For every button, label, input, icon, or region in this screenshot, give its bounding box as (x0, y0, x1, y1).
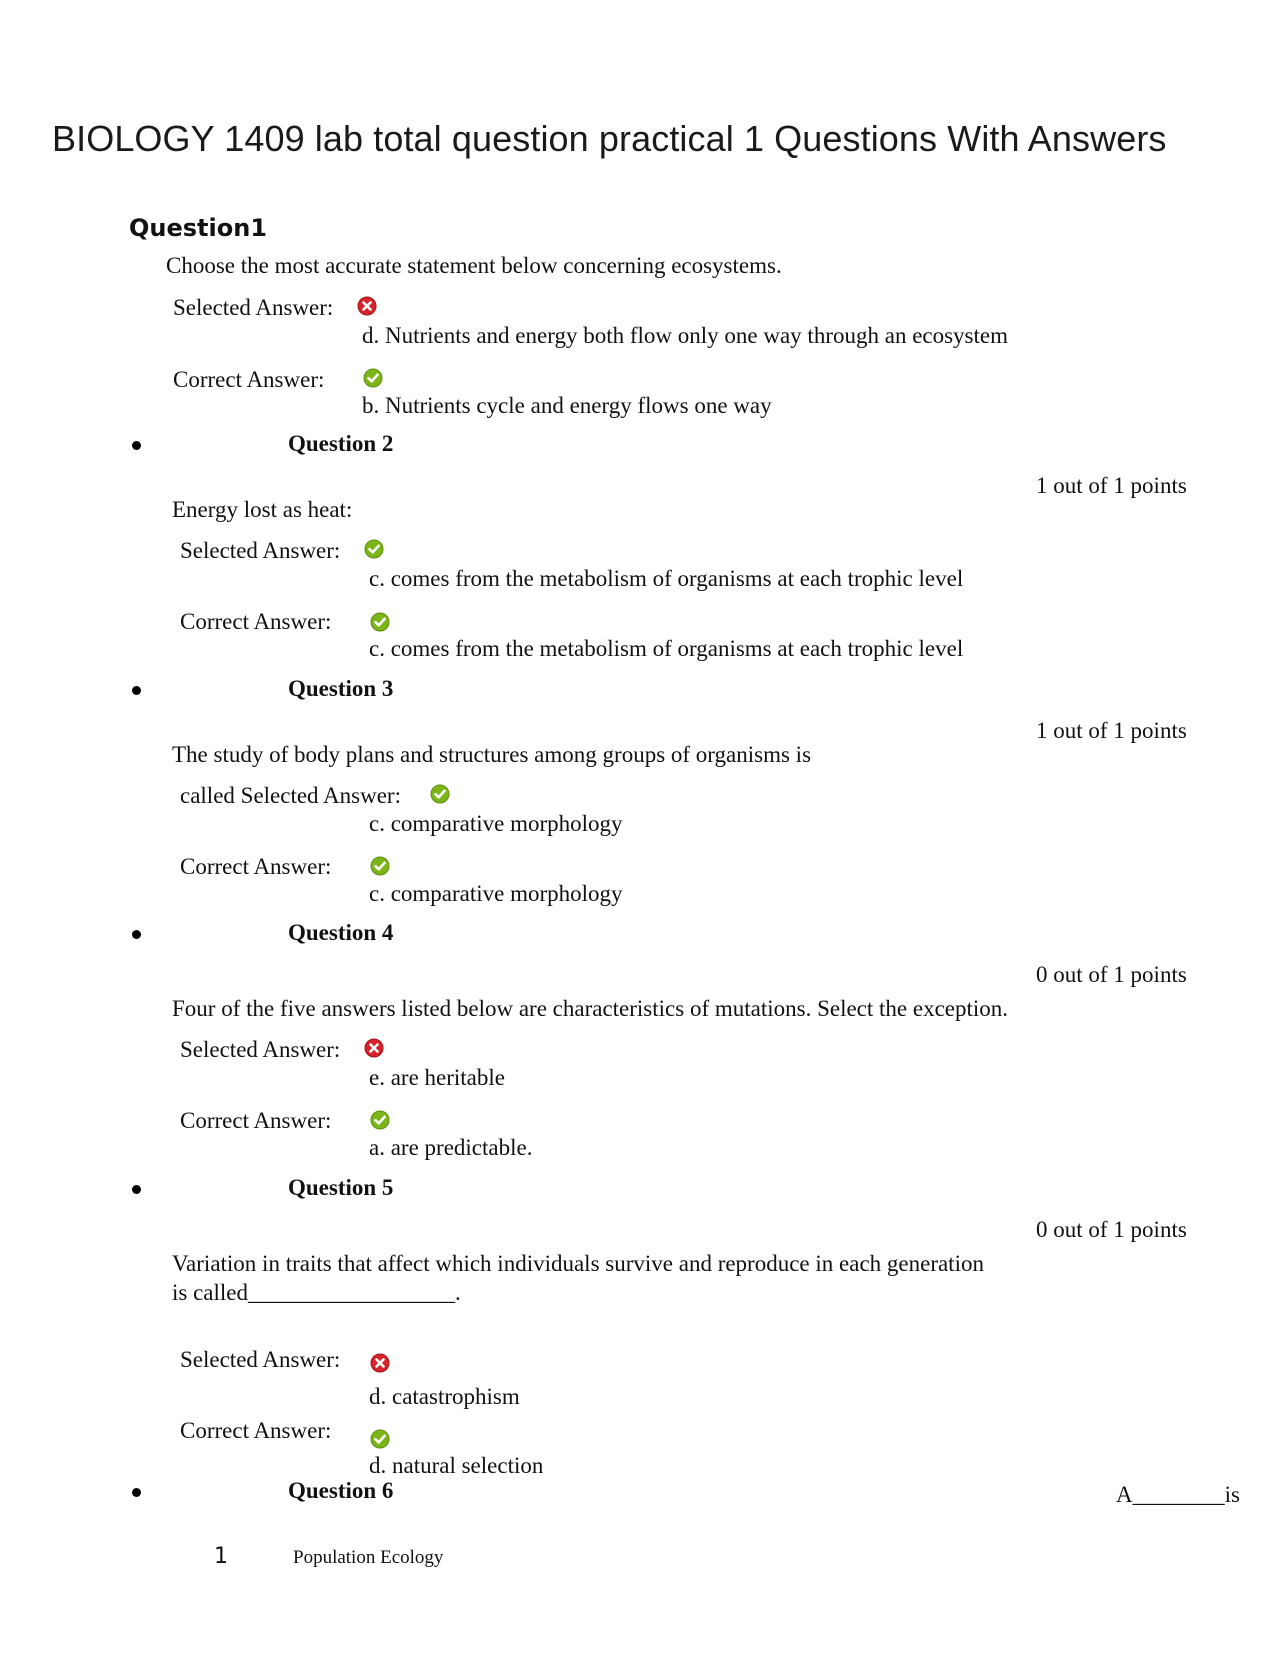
question-2-prompt: Energy lost as heat: (172, 497, 353, 522)
question-4-bullet (132, 930, 141, 939)
question-3-correct-label: Correct Answer: (180, 854, 332, 879)
correct-icon (370, 856, 390, 876)
correct-icon (364, 539, 384, 559)
question-6-bullet (132, 1488, 141, 1497)
correct-icon (370, 1110, 390, 1130)
question-4-prompt: Four of the five answers listed below are characteristics of mutations. Select the exception. (172, 996, 1009, 1021)
document-title: BIOLOGY 1409 lab total question practical 1 Questions With Answers (52, 118, 1167, 159)
question-4-correct-label: Correct Answer: (180, 1108, 332, 1133)
question-3-bullet (132, 686, 141, 695)
question-2-correct-label: Correct Answer: (180, 609, 332, 634)
question-5-selected-answer: d. catastrophism (369, 1384, 520, 1409)
question-3-points: 1 out of 1 points (1036, 718, 1187, 743)
question-1-correct-label: Correct Answer: (173, 367, 325, 392)
question-1-correct-answer: b. Nutrients cycle and energy flows one way (362, 393, 772, 418)
correct-icon (370, 612, 390, 632)
question-3-selected-label: called Selected Answer: (180, 783, 401, 808)
question-4-correct-answer: a. are predictable. (369, 1135, 533, 1160)
question-4-selected-label: Selected Answer: (180, 1037, 341, 1062)
question-4-points: 0 out of 1 points (1036, 962, 1187, 987)
correct-icon (370, 1429, 390, 1449)
question-4-selected-answer: e. are heritable (369, 1065, 505, 1090)
question-5-prompt-line-2: is called__________________. (172, 1280, 461, 1305)
question-3-prompt: The study of body plans and structures among groups of organisms is (172, 742, 812, 767)
question-1-selected-label: Selected Answer: (173, 295, 334, 320)
question-2-points: 1 out of 1 points (1036, 473, 1187, 498)
question-1-heading: Question1 (129, 214, 268, 242)
question-2-correct-answer: c. comes from the metabolism of organisms at each trophic level (369, 636, 964, 661)
question-2-selected-label: Selected Answer: (180, 538, 341, 563)
correct-icon (430, 784, 450, 804)
question-1-prompt: Choose the most accurate statement below concerning ecosystems. (166, 253, 782, 278)
page-number: 1 (214, 1544, 228, 1569)
question-3-selected-answer: c. comparative morphology (369, 811, 623, 836)
question-5-heading: Question 5 (288, 1175, 394, 1200)
question-3-heading: Question 3 (288, 676, 394, 701)
question-5-selected-label: Selected Answer: (180, 1347, 341, 1372)
question-6-prompt-fragment: A________is (1116, 1482, 1240, 1507)
question-2-selected-answer: c. comes from the metabolism of organisms at each trophic level (369, 566, 964, 591)
question-3-correct-answer: c. comparative morphology (369, 881, 623, 906)
correct-icon (363, 368, 383, 388)
question-5-correct-answer: d. natural selection (369, 1453, 544, 1478)
question-5-correct-label: Correct Answer: (180, 1418, 332, 1443)
incorrect-icon (364, 1038, 384, 1058)
question-4-heading: Question 4 (288, 920, 394, 945)
question-5-prompt-line-1: Variation in traits that affect which individuals survive and reproduce in each generation (172, 1251, 984, 1276)
question-1-selected-answer: d. Nutrients and energy both flow only one way through an ecosystem (362, 323, 1008, 348)
question-5-points: 0 out of 1 points (1036, 1217, 1187, 1242)
question-2-bullet (132, 441, 141, 450)
question-6-heading: Question 6 (288, 1478, 394, 1503)
incorrect-icon (370, 1353, 390, 1373)
question-5-bullet (132, 1185, 141, 1194)
incorrect-icon (357, 296, 377, 316)
footer-section-title: Population Ecology (293, 1547, 444, 1568)
question-2-heading: Question 2 (288, 431, 394, 456)
